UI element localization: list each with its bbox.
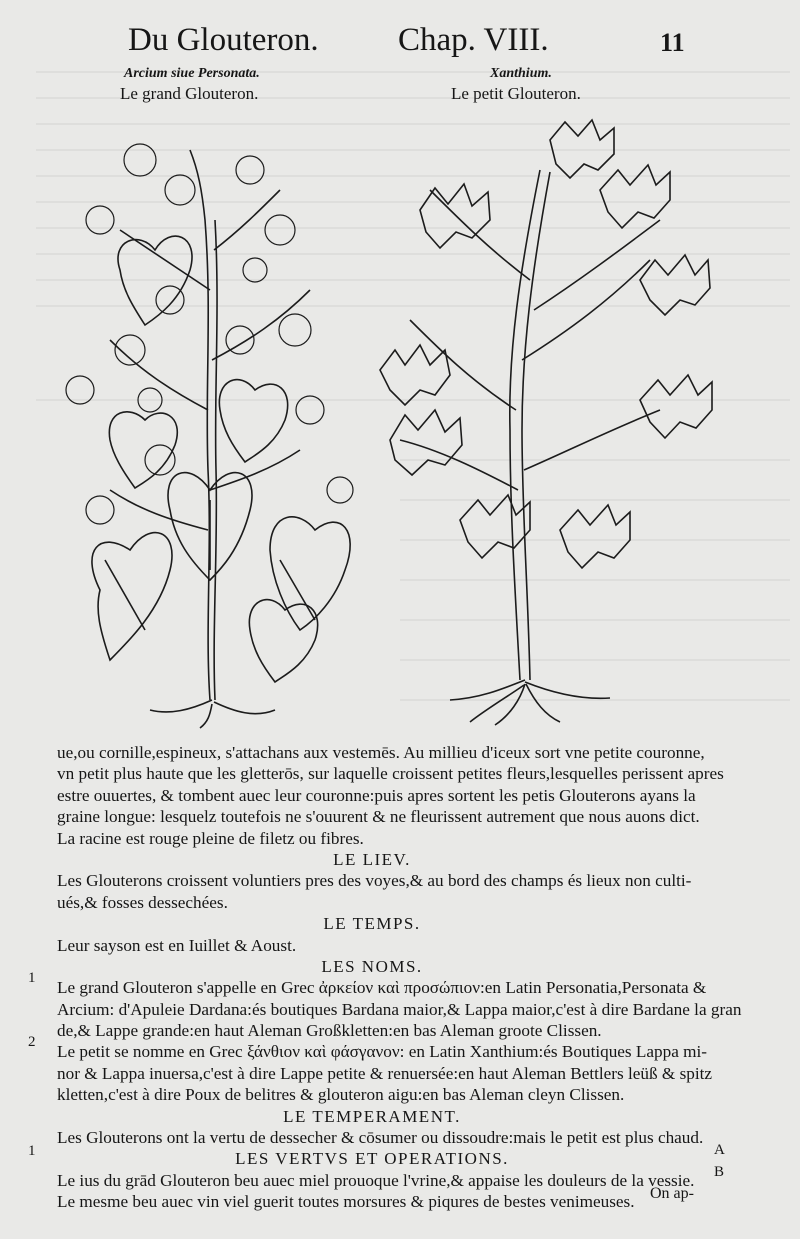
body-line: estre ouuertes, & tombent auec leur couronne:puis apres sortent les petis Glouterons ayans la: [57, 785, 696, 805]
body-line: nor & Lappa inuersa,c'est à dire Lappe petite & renuersée:en haut Aleman Bettlers leüß & spitz: [57, 1063, 713, 1083]
body-line: La racine est rouge pleine de filetz ou fibres.: [57, 828, 364, 848]
figure-caption-french-right: Le petit Glouteron.: [451, 84, 581, 103]
woodcut-illustrations: [40, 110, 730, 730]
margin-letter: B: [714, 1164, 725, 1180]
section-heading-temps: LE TEMPS.: [323, 914, 421, 934]
burdock-woodcut: [66, 144, 353, 728]
body-line: ués,& fosses dessechées.: [57, 892, 228, 912]
xanthium-woodcut: [380, 120, 712, 725]
body-line: vn petit plus haute que les gletterōs, sur laquelle croissent petites fleurs,lesquelles perissent apres: [57, 764, 724, 784]
page-number: 11: [660, 28, 685, 57]
body-line: Le petit se nomme en Grec ξάνθιον καὶ φάσγανον: en Latin Xanthium:és Boutiques Lappa mi-: [57, 1042, 708, 1062]
margin-letter: A: [714, 1142, 725, 1158]
body-line: graine longue: lesquelz toutefois ne s'ouurent & ne fleurissent autrement que nous auons dict.: [57, 807, 700, 827]
figure-caption-french-left: Le grand Glouteron.: [120, 84, 259, 103]
figure-caption-latin-left: Arcium siue Personata.: [124, 66, 260, 81]
body-line: ue,ou cornille,espineux, s'attachans aux vestemēs. Au millieu d'iceux sort vne petite couronne,: [57, 743, 705, 762]
section-heading-noms: LES NOMS.: [321, 956, 423, 976]
body-line: Arcium: d'Apuleie Dardana:és boutiques Bardana maior,& Lappa maior,c'est à dire Bardane la gran: [57, 999, 742, 1019]
section-heading-lieu: LE LIEV.: [333, 849, 411, 869]
body-line: Leur sayson est en Iuillet & Aoust.: [57, 935, 297, 955]
body-line: Le grand Glouteron s'appelle en Grec ἀρκείον καὶ προσώπιον:en Latin Personatia,Personata &: [57, 978, 707, 998]
margin-number: 2: [28, 1034, 36, 1050]
main-text-block: [57, 742, 742, 1213]
body-line: Le ius du grād Glouteron beu auec miel prouoque l'vrine,& appaise les douleurs de la vessie.: [57, 1170, 695, 1190]
body-line: Le mesme beu auec vin viel guerit toutes morsures & piqures de bestes venimeuses.: [57, 1192, 635, 1212]
section-heading-vertus: LES VERTVS ET OPERATIONS.: [235, 1149, 509, 1169]
body-line: de,& Lappe grande:en haut Aleman Großkletten:en bas Aleman groote Clissen.: [57, 1021, 602, 1041]
margin-number: 1: [28, 1143, 36, 1159]
body-line: Les Glouterons ont la vertu de dessecher & cōsumer ou dissoudre:mais le petit est plus chaud.: [57, 1128, 704, 1148]
catchword: On ap-: [650, 1185, 694, 1202]
chapter-title: Chap. VIII.: [398, 22, 549, 58]
section-heading-temperament: LE TEMPERAMENT.: [283, 1106, 461, 1126]
running-header: [0, 22, 800, 66]
margin-number: 1: [28, 970, 36, 986]
body-line: Les Glouterons croissent voluntiers pres des voyes,& au bord des champs és lieux non culti-: [57, 871, 692, 891]
figure-caption-latin-right: Xanthium.: [490, 66, 552, 81]
body-line: kletten,c'est à dire Poux de belitres & glouteron aigu:en bas Aleman cleyn Clissen.: [57, 1085, 625, 1105]
running-title: Du Glouteron.: [128, 22, 319, 58]
